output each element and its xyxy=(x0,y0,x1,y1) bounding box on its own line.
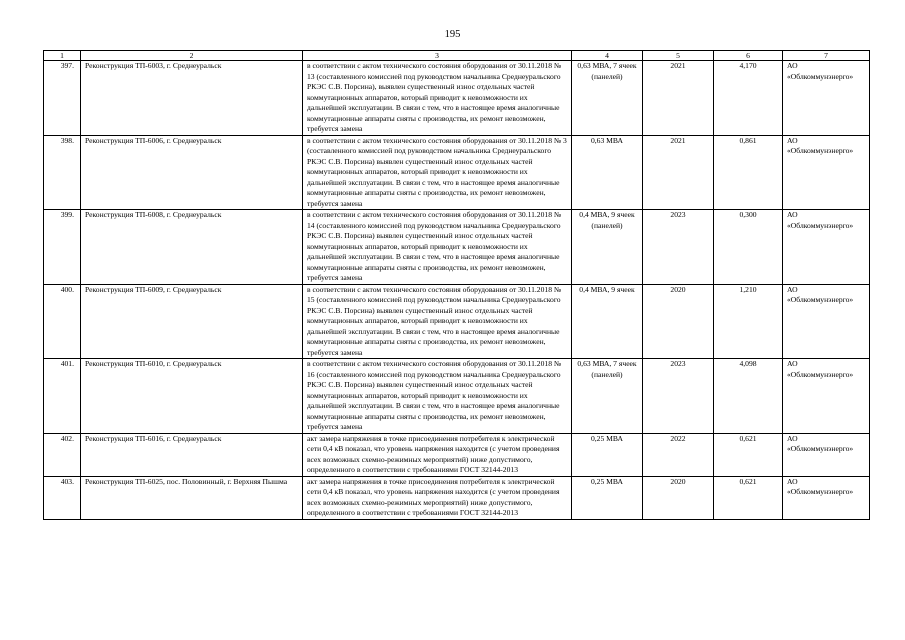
cost-cell: 0,621 xyxy=(714,433,783,476)
column-header: 5 xyxy=(643,51,714,61)
column-header: 7 xyxy=(783,51,870,61)
cost-cell: 0,861 xyxy=(714,135,783,210)
year-cell: 2021 xyxy=(643,61,714,136)
organization-cell: АО «Облкоммунэнерго» xyxy=(783,476,870,519)
year-cell: 2022 xyxy=(643,433,714,476)
column-number-row xyxy=(44,51,870,61)
justification-cell: в соответствии с актом технического состояния оборудования от 30.11.2018 № 13 (составленного комиссией под руководством начальника Среднеуральского РКЭС С.В. Порсина), выявлен существенный износ отдельных частей коммутационных аппаратов, который приводит к невозможности их дальнейшей эксплуатации. В связи с тем, что в настоящее время аналогичные коммутационные аппараты сняты с производства, их ремонт невозможен, требуется замена xyxy=(303,61,572,136)
year-cell: 2020 xyxy=(643,284,714,359)
justification-cell: акт замера напряжения в точке присоединения потребителя к электрической сети 0,4 кВ показал, что уровень напряжения находится (с учетом проведения всех возможных схемно-режимных мероприятий) ниже допустимого, определенного в соответствии с требованиями ГОСТ 32144-2013 xyxy=(303,433,572,476)
table-row xyxy=(44,433,870,476)
justification-cell: в соответствии с актом технического состояния оборудования от 30.11.2018 № 3 (составленного комиссией под руководством начальника Среднеуральского РКЭС С.В. Порсина) выявлен существенный износ отдельных частей коммутационных аппаратов, который приводит к невозможности их дальнейшей эксплуатации. В связи с тем, что в настоящее время аналогичные коммутационные аппараты сняты с производства, их ремонт невозможен, требуется замена xyxy=(303,135,572,210)
project-name-cell: Реконструкция ТП-6003, г. Среднеуральск xyxy=(81,61,303,136)
row-number-cell: 401. xyxy=(44,359,81,434)
year-cell: 2020 xyxy=(643,476,714,519)
project-name-cell: Реконструкция ТП-6016, г. Среднеуральск xyxy=(81,433,303,476)
organization-cell: АО «Облкоммунэнерго» xyxy=(783,433,870,476)
organization-cell: АО «Облкоммунэнерго» xyxy=(783,135,870,210)
capacity-cell: 0,63 МВА, 7 ячеек (панелей) xyxy=(572,61,643,136)
investment-table xyxy=(43,50,870,520)
year-cell: 2021 xyxy=(643,135,714,210)
column-header: 2 xyxy=(81,51,303,61)
row-number-cell: 402. xyxy=(44,433,81,476)
project-name-cell: Реконструкция ТП-6009, г. Среднеуральск xyxy=(81,284,303,359)
row-number-cell: 397. xyxy=(44,61,81,136)
capacity-cell: 0,63 МВА xyxy=(572,135,643,210)
capacity-cell: 0,25 МВА xyxy=(572,476,643,519)
table-row xyxy=(44,476,870,519)
justification-cell: в соответствии с актом технического состояния оборудования от 30.11.2018 № 15 (составленного комиссией под руководством начальника Среднеуральского РКЭС С.В. Порсина) выявлен существенный износ отдельных частей коммутационных аппаратов, который приводит к невозможности их дальнейшей эксплуатации. В связи с тем, что в настоящее время аналогичные коммутационные аппараты сняты с производства, их ремонт невозможен, требуется замена xyxy=(303,284,572,359)
table-row xyxy=(44,284,870,359)
cost-cell: 4,098 xyxy=(714,359,783,434)
column-header: 4 xyxy=(572,51,643,61)
table-row xyxy=(44,359,870,434)
capacity-cell: 0,63 МВА, 7 ячеек (панелей) xyxy=(572,359,643,434)
project-name-cell: Реконструкция ТП-6006, г. Среднеуральск xyxy=(81,135,303,210)
organization-cell: АО «Облкоммунэнерго» xyxy=(783,284,870,359)
column-header: 1 xyxy=(44,51,81,61)
justification-cell: в соответствии с актом технического состояния оборудования от 30.11.2018 № 14 (составленного комиссией под руководством начальника Среднеуральского РКЭС С.В. Порсина) выявлен существенный износ отдельных частей коммутационных аппаратов, который приводит к невозможности их дальнейшей эксплуатации. В связи с тем, что в настоящее время аналогичные коммутационные аппараты сняты с производства, их ремонт невозможен, требуется замена xyxy=(303,210,572,285)
row-number-cell: 400. xyxy=(44,284,81,359)
row-number-cell: 398. xyxy=(44,135,81,210)
cost-cell: 0,300 xyxy=(714,210,783,285)
capacity-cell: 0,25 МВА xyxy=(572,433,643,476)
project-name-cell: Реконструкция ТП-6008, г. Среднеуральск xyxy=(81,210,303,285)
project-name-cell: Реконструкция ТП-6010, г. Среднеуральск xyxy=(81,359,303,434)
column-header: 3 xyxy=(303,51,572,61)
cost-cell: 1,210 xyxy=(714,284,783,359)
row-number-cell: 403. xyxy=(44,476,81,519)
project-name-cell: Реконструкция ТП-6025, пос. Половинный, г. Верхняя Пышма xyxy=(81,476,303,519)
year-cell: 2023 xyxy=(643,210,714,285)
organization-cell: АО «Облкоммунэнерго» xyxy=(783,61,870,136)
justification-cell: в соответствии с актом технического состояния оборудования от 30.11.2018 № 16 (составленного комиссией под руководством начальника Среднеуральского РКЭС С.В. Порсина) выявлен существенный износ отдельных частей коммутационных аппаратов, который приводит к невозможности их дальнейшей эксплуатации. В связи с тем, что в настоящее время аналогичные коммутационные аппараты сняты с производства, их ремонт невозможен, требуется замена xyxy=(303,359,572,434)
column-header: 6 xyxy=(714,51,783,61)
year-cell: 2023 xyxy=(643,359,714,434)
cost-cell: 4,170 xyxy=(714,61,783,136)
row-number-cell: 399. xyxy=(44,210,81,285)
organization-cell: АО «Облкоммунэнерго» xyxy=(783,359,870,434)
justification-cell: акт замера напряжения в точке присоединения потребителя к электрической сети 0,4 кВ показал, что уровень напряжения находится (с учетом проведения всех возможных схемно-режимных мероприятий) ниже допустимого, определенного в соответствии с требованиями ГОСТ 32144-2013 xyxy=(303,476,572,519)
table-row xyxy=(44,61,870,136)
capacity-cell: 0,4 МВА, 9 ячеек (панелей) xyxy=(572,210,643,285)
page-number: 195 xyxy=(444,29,461,40)
table-row xyxy=(44,210,870,285)
table-row xyxy=(44,135,870,210)
capacity-cell: 0,4 МВА, 9 ячеек xyxy=(572,284,643,359)
organization-cell: АО «Облкоммунэнерго» xyxy=(783,210,870,285)
cost-cell: 0,621 xyxy=(714,476,783,519)
